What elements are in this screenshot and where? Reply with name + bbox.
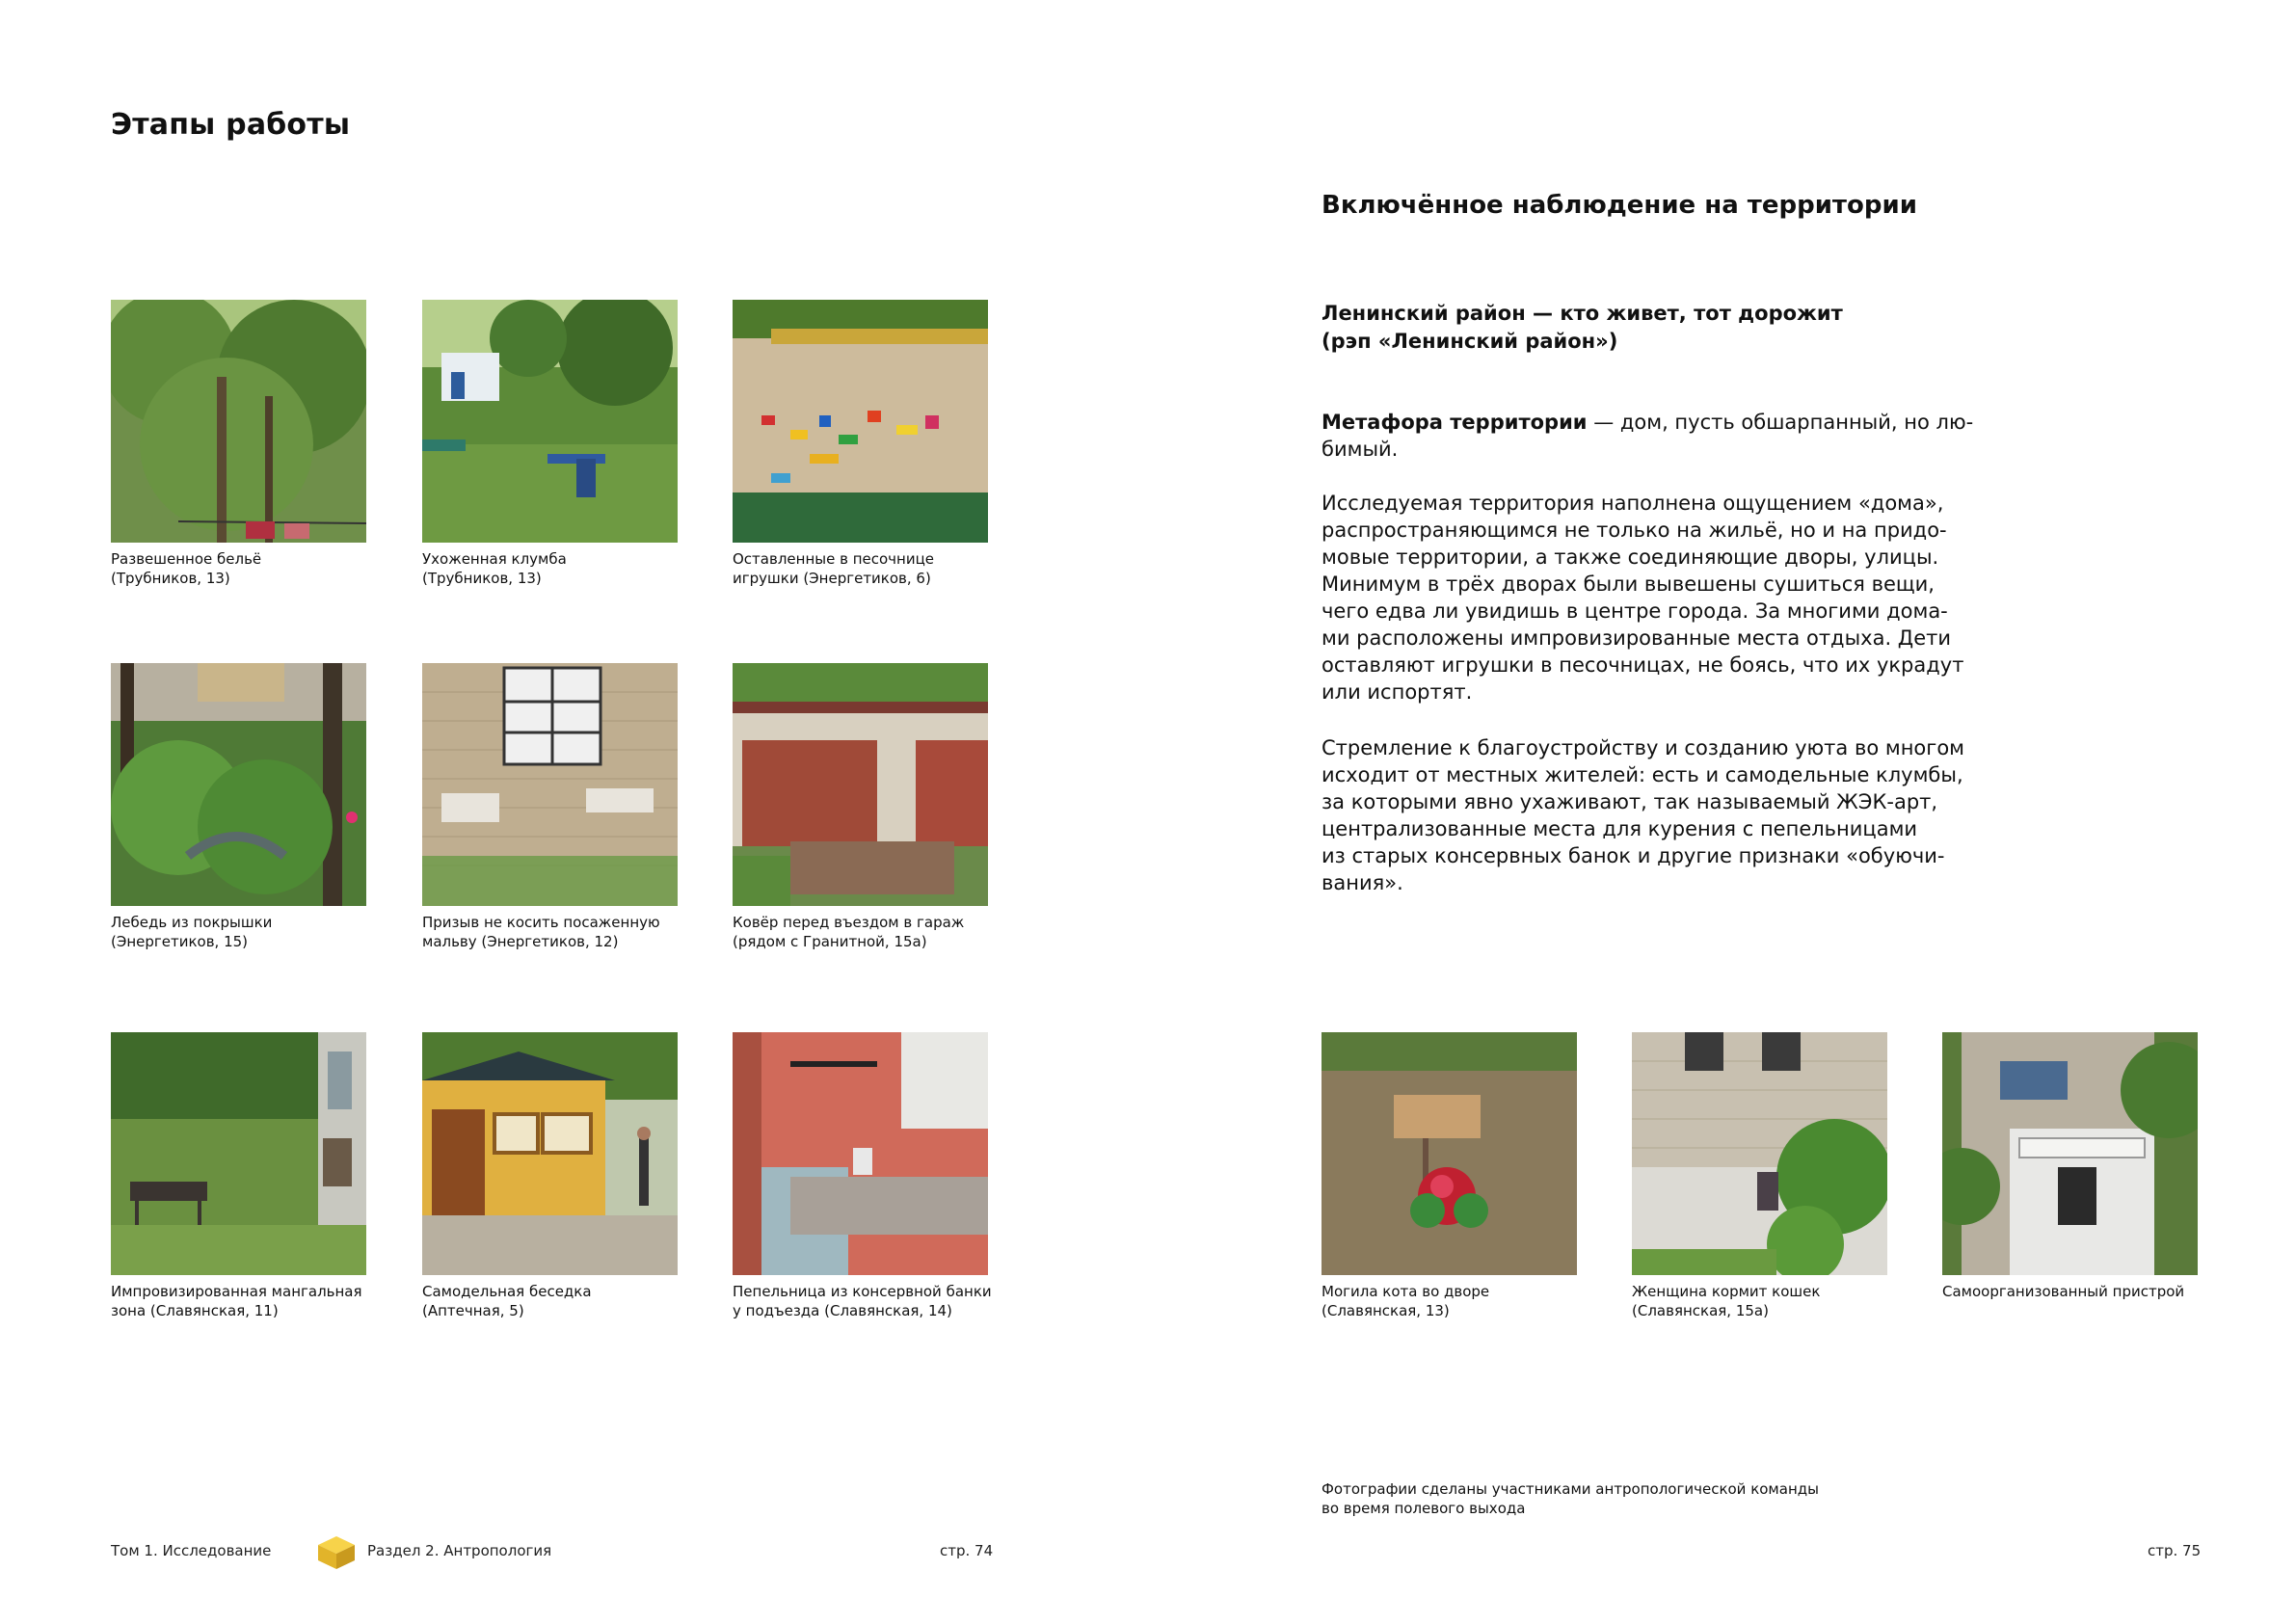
subtitle-line: (рэп «Ленинский район») (1322, 330, 1618, 353)
caption-line: Оставленные в песочнице (733, 550, 935, 568)
caption-line: (Трубников, 13) (422, 570, 542, 587)
paragraph-improvement (1322, 734, 1977, 896)
paragraph-line: Минимум в трёх дворах были вывешены сушиться вещи, (1322, 572, 1935, 596)
caption-garage-carpet (733, 913, 1012, 951)
caption-mallow-wall (422, 913, 702, 951)
caption-line: (Трубников, 13) (111, 570, 230, 587)
photo-can-ashtray (733, 1032, 988, 1275)
photo-grill-area (111, 1032, 366, 1275)
caption-can-ashtray (733, 1282, 1012, 1320)
paragraph-text: — дом, пусть обшарпанный, но лю- (1587, 411, 1974, 434)
footer-page-right: стр. 75 (2148, 1542, 2202, 1559)
photo-tire-swan (111, 663, 366, 906)
left-page-title: Этапы работы (111, 108, 351, 142)
caption-line: Женщина кормит кошек (1632, 1283, 1821, 1300)
caption-line: у подъезда (Славянская, 14) (733, 1302, 952, 1319)
paragraph-line: распространяющимся не только на жильё, но и на придо- (1322, 519, 1947, 542)
caption-line: Самодельная беседка (422, 1283, 592, 1300)
credit-line: во время полевого выхода (1322, 1500, 1526, 1517)
photo-gazebo (422, 1032, 678, 1275)
caption-line: Развешенное бельё (111, 550, 262, 568)
credit-line: Фотографии сделаны участниками антропологической команды (1322, 1480, 1819, 1498)
caption-line: (Славянская, 15а) (1632, 1302, 1769, 1319)
cube-logo-icon (316, 1534, 357, 1571)
photo-self-built-annex (1942, 1032, 2198, 1275)
subtitle (1322, 300, 2054, 356)
caption-line: (Энергетиков, 15) (111, 933, 249, 950)
photo-sandbox-toys (733, 300, 988, 543)
caption-line: Призыв не косить посаженную (422, 914, 660, 931)
paragraph-line: вания». (1322, 871, 1403, 894)
footer-page-left: стр. 74 (940, 1542, 994, 1559)
paragraph-line: чего едва ли увидишь в центре города. За многими дома- (1322, 599, 1948, 623)
photo-credit (1322, 1479, 1819, 1518)
paragraph-line: централизованные места для курения с пепельницами (1322, 817, 1918, 840)
caption-self-built-annex (1942, 1282, 2222, 1301)
caption-grill-area (111, 1282, 390, 1320)
paragraph-line: из старых консервных банок и другие признаки «обуючи- (1322, 844, 1945, 867)
paragraph-home (1322, 490, 1977, 706)
paragraph-line: или испортят. (1322, 680, 1473, 704)
footer-section: Раздел 2. Антропология (367, 1542, 552, 1559)
paragraph-line: за которыми явно ухаживают, так называемый ЖЭК-арт, (1322, 790, 1938, 813)
caption-line: Пепельница из консервной банки (733, 1283, 992, 1300)
caption-flowerbed (422, 549, 702, 588)
footer-volume: Том 1. Исследование (111, 1542, 272, 1559)
caption-line: мальву (Энергетиков, 12) (422, 933, 619, 950)
photo-feeding-cats (1632, 1032, 1887, 1275)
paragraph-line: ми расположены импровизированные места отдыха. Дети (1322, 626, 1951, 650)
caption-feeding-cats (1632, 1282, 1911, 1320)
caption-line: Лебедь из покрышки (111, 914, 273, 931)
photo-garage-carpet (733, 663, 988, 906)
caption-line: Ковёр перед въездом в гараж (733, 914, 965, 931)
caption-line: Самоорганизованный пристрой (1942, 1283, 2185, 1300)
caption-line: (Аптечная, 5) (422, 1302, 524, 1319)
subtitle-line: Ленинский район — кто живет, тот дорожит (1322, 302, 1843, 325)
paragraph-line: исходит от местных жителей: есть и самодельные клумбы, (1322, 763, 1963, 786)
paragraph-line: Стремление к благоустройству и созданию уюта во многом (1322, 736, 1965, 759)
photo-cat-grave (1322, 1032, 1577, 1275)
caption-line: Импровизированная мангальная (111, 1283, 362, 1300)
caption-sandbox-toys (733, 549, 1012, 588)
paragraph-text: бимый. (1322, 438, 1399, 461)
caption-line: игрушки (Энергетиков, 6) (733, 570, 931, 587)
caption-tire-swan (111, 913, 390, 951)
caption-line: зона (Славянская, 11) (111, 1302, 279, 1319)
paragraph-metaphor (1322, 409, 1977, 463)
caption-line: (Славянская, 13) (1322, 1302, 1450, 1319)
caption-cat-grave (1322, 1282, 1601, 1320)
photo-laundry (111, 300, 366, 543)
right-page-title: Включённое наблюдение на территории (1322, 191, 1917, 220)
photo-mallow-wall (422, 663, 678, 906)
caption-line: Ухоженная клумба (422, 550, 567, 568)
paragraph-line: мовые территории, а также соединяющие дворы, улицы. (1322, 546, 1939, 569)
photo-flowerbed (422, 300, 678, 543)
caption-gazebo (422, 1282, 702, 1320)
paragraph-lead: Метафора территории (1322, 411, 1588, 434)
caption-line: Могила кота во дворе (1322, 1283, 1490, 1300)
paragraph-line: Исследуемая территория наполнена ощущением «дома», (1322, 492, 1944, 515)
caption-line: (рядом с Гранитной, 15а) (733, 933, 927, 950)
paragraph-line: оставляют игрушки в песочницах, не боясь, что их украдут (1322, 653, 1964, 677)
caption-laundry (111, 549, 390, 588)
